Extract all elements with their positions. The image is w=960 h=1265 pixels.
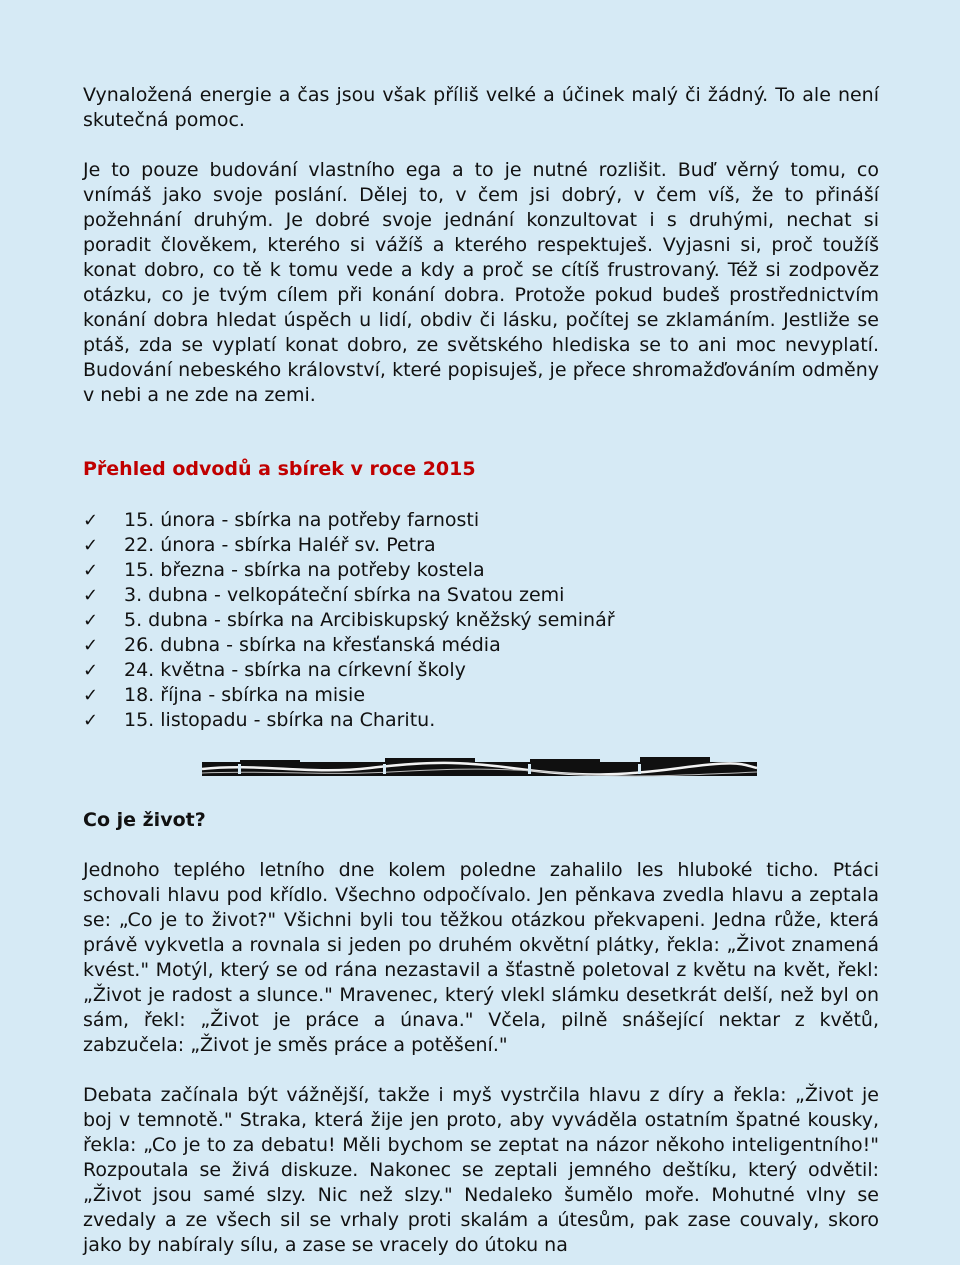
check-icon: ✓ [83,685,99,706]
check-icon: ✓ [83,535,99,556]
life-paragraph-2-text: Debata začínala být vážnější, takže i myš vystrčila hlavu z díry a řekla: „Život je boj v temnotě." Straka, která žije jen proto, aby vyváděla ostatním špatné kousky, řekla: „Co je to za debatu! Měli bychom se zeptat na názor někoho inteligentního!" Rozpoutala se živá diskuze. Nakonec se zeptali jemného deštíku, který odvětil: „Život jsou samé slzy. Nic než slzy." Nedaleko šumělo moře. Mohutné vlny se zvedaly a ze všech sil se vrhaly proti skalám a útesům, pak zase couvaly, skoro jako by nabíraly sílu, a zase se vracely do útoku na [83,1084,879,1256]
collection-item-label: 24. května - sbírka na církevní školy [124,659,466,681]
collection-list-item [83,583,615,608]
collection-item-label: 5. dubna - sbírka na Arcibiskupský kněžský seminář [124,609,615,631]
collection-item-label: 26. dubna - sbírka na křesťanská média [124,634,501,656]
collection-item-label: 15. března - sbírka na potřeby kostela [124,559,485,581]
check-icon: ✓ [83,710,99,731]
check-icon: ✓ [83,660,99,681]
collection-item-label: 18. října - sbírka na misie [124,684,366,706]
collection-item-label: 15. února - sbírka na potřeby farnosti [124,509,480,531]
collection-item-label: 3. dubna - velkopáteční sbírka na Svatou zemi [124,584,565,606]
collection-list-item [83,708,615,733]
check-icon: ✓ [83,635,99,656]
collections-checklist [83,508,615,733]
collection-list-item [83,508,615,533]
collections-heading: Přehled odvodů a sbírek v roce 2015 [83,458,476,480]
life-paragraph-2 [83,1083,879,1258]
collection-list-item [83,683,615,708]
intro-paragraph [83,83,879,133]
decorative-divider [200,754,760,780]
collection-list-item [83,533,615,558]
collection-item-label: 15. listopadu - sbírka na Charitu. [124,709,436,731]
life-paragraph-1 [83,858,879,1058]
check-icon: ✓ [83,585,99,606]
collection-list-item [83,608,615,633]
collection-list-item [83,633,615,658]
life-heading: Co je život? [83,809,206,831]
collection-item-label: 22. února - sbírka Haléř sv. Petra [124,534,436,556]
ego-paragraph-text: Je to pouze budování vlastního ega a to je nutné rozlišit. Buď věrný tomu, co vnímáš jako svoje poslání. Dělej to, v čem jsi dobrý, v čem víš, že to přináší požehnání druhým. Je dobré svoje jednání konzultovat i s druhými, nechat si poradit člověkem, kterého si vážíš a kterého respektuješ. Vyjasni si, proč toužíš konat dobro, co tě k tomu vede a kdy a proč se cítíš frustrovaný. Též si zodpověz otázku, co je tvým cílem při konání dobra. Protože pokud budeš prostřednictvím konání dobra hledat úspěch u lidí, obdiv či lásku, počítej se zklamáním. Jestliže se ptáš, zda se vyplatí konat dobro, ze světského hlediska se to ani moc nevyplatí. Budování nebeského království, které popisuješ, je přece shromažďováním odměny v nebi a ne zde na zemi. [83,159,879,406]
life-paragraph-1-text: Jednoho teplého letního dne kolem poledne zahalilo les hluboké ticho. Ptáci schovali hlavu pod křídlo. Všechno odpočívalo. Jen pěnkava zvedla hlavu a zeptala se: „Co je to život?" Všichni byli tou těžkou otázkou překvapeni. Jedna růže, která právě vykvetla a rovnala si jeden po druhém okvětní plátky, řekla: „Život znamená kvést." Motýl, který se od rána nezastavil a šťastně poletoval z květu na květ, řekl: „Život je radost a slunce." Mravenec, který vlekl slámku desetkrát delší, než byl on sám, řekl: „Život je práce a únava." Včela, pilně snášející nektar z květů, zabzučela: „Život je směs práce a potěšení." [83,859,879,1056]
intro-paragraph-text: Vynaložená energie a čas jsou však příliš velké a účinek malý či žádný. To ale není skutečná pomoc. [83,84,879,131]
check-icon: ✓ [83,560,99,581]
collection-list-item [83,658,615,683]
check-icon: ✓ [83,610,99,631]
collection-list-item [83,558,615,583]
ego-paragraph [83,158,879,408]
check-icon: ✓ [83,510,99,531]
